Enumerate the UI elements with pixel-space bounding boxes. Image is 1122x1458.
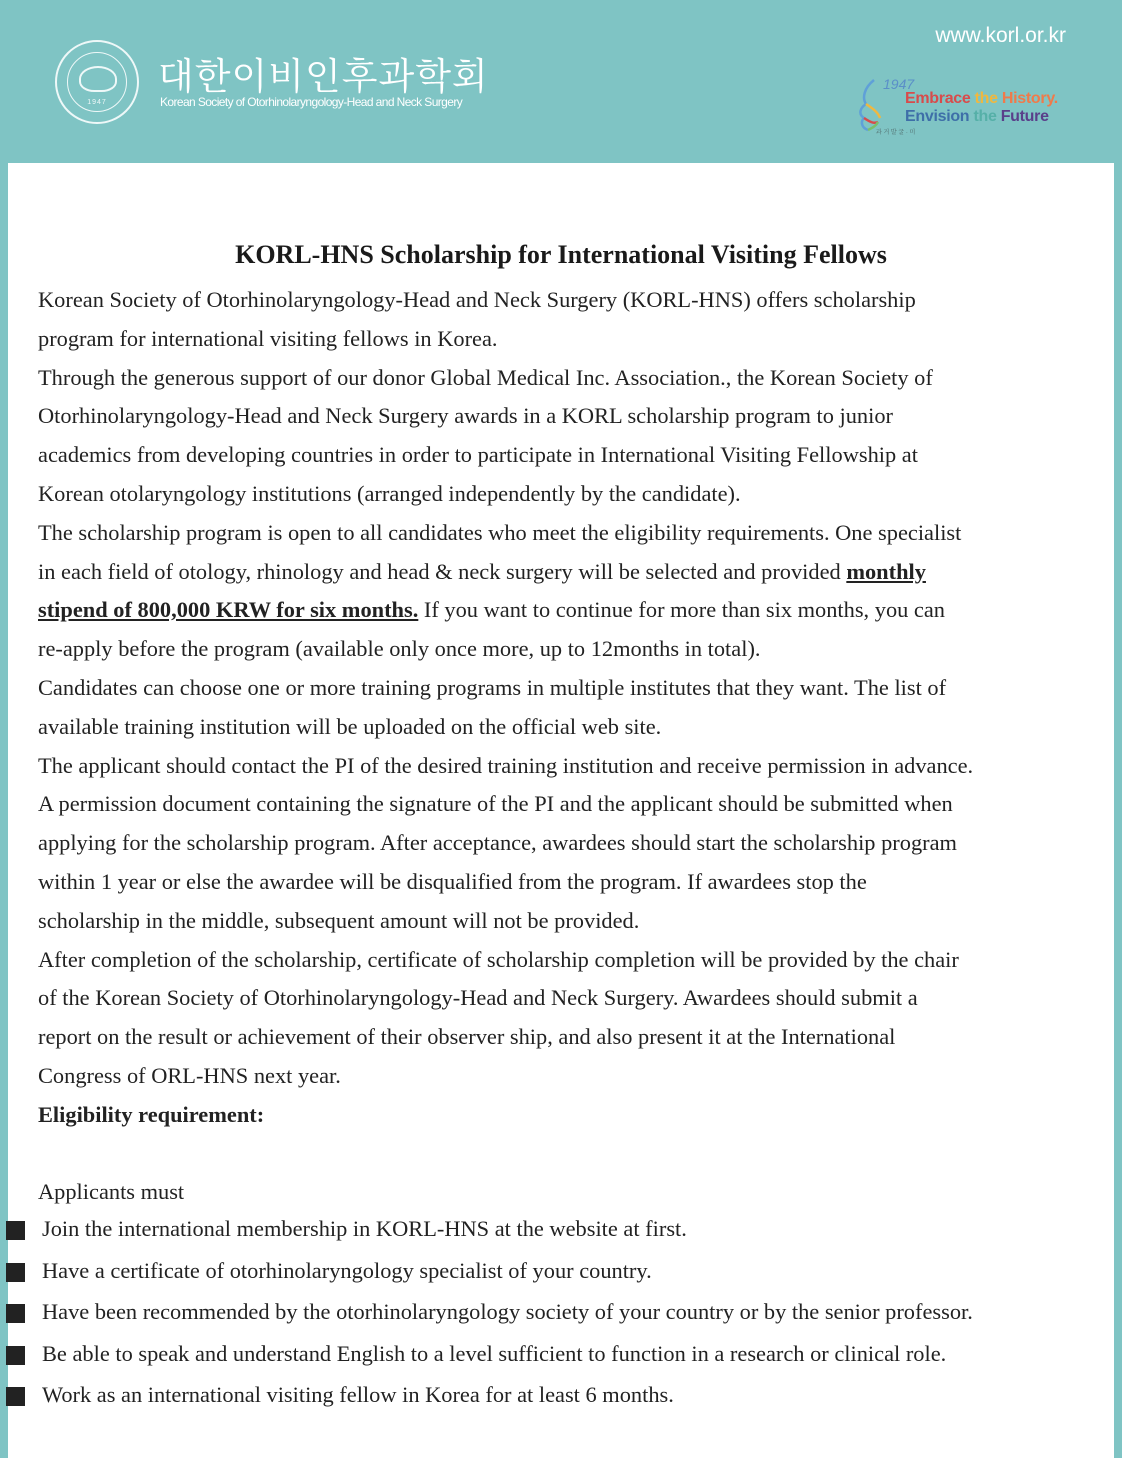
ear-shell-icon xyxy=(79,66,117,92)
body-line: Korean otolaryngology institutions (arranged independently by the candidate). xyxy=(38,480,741,506)
slogan-word: Future xyxy=(1000,108,1049,125)
spacer xyxy=(38,1135,1098,1174)
body-line: applying for the scholarship program. After acceptance, awardees should start the scholarship program xyxy=(38,830,957,856)
body-line: After completion of the scholarship, certificate of scholarship completion will be provided by the chair xyxy=(38,946,959,972)
requirement-item xyxy=(0,1212,1110,1254)
slogan-word: Embrace xyxy=(905,90,975,107)
website-link[interactable]: www.korl.or.kr xyxy=(935,24,1066,47)
body-line: available training institution will be uploaded on the official web site. xyxy=(38,713,662,739)
org-name-english: Korean Society of Otorhinolaryngology-Head and Neck Surgery xyxy=(160,95,463,109)
square-bullet-icon xyxy=(6,1346,25,1365)
body-line xyxy=(38,553,1098,592)
body-line: academics from developing countries in order to participate in International Visiting Fellowship at xyxy=(38,442,918,468)
body-line: scholarship in the middle, subsequent amount will not be provided. xyxy=(38,907,640,933)
seal-year: 1947 xyxy=(87,99,107,106)
body-line: The scholarship program is open to all candidates who meet the eligibility requirements. One specialist xyxy=(38,519,962,545)
document-title: KORL-HNS Scholarship for International Visiting Fellows xyxy=(235,240,887,269)
square-bullet-icon xyxy=(6,1387,25,1406)
society-seal-logo xyxy=(55,40,139,124)
body-line: The applicant should contact the PI of the desired training institution and receive permission in advance. xyxy=(38,752,974,778)
square-bullet-icon xyxy=(6,1221,25,1240)
document-body xyxy=(38,281,1098,1212)
requirement-text: Work as an international visiting fellow in Korea for at least 6 months. xyxy=(42,1382,674,1408)
body-text-run: in each field of otology, rhinology and head & neck surgery will be selected and provided xyxy=(38,558,847,584)
slogan-year: 1947 xyxy=(883,76,915,92)
requirement-item xyxy=(0,1254,1110,1296)
slogan-word: the xyxy=(974,90,1002,107)
stipend-emphasis: stipend of 800,000 KRW for six months. xyxy=(38,597,419,623)
requirement-text: Join the international membership in KORL-HNS at the website at first. xyxy=(42,1216,687,1241)
body-line xyxy=(38,591,1098,630)
slogan-word: the xyxy=(973,108,1001,125)
slogan-line-2 xyxy=(905,108,1049,126)
body-line: Through the generous support of our donor Global Medical Inc. Association., the Korean Society of xyxy=(38,364,933,390)
applicants-intro: Applicants must xyxy=(38,1179,185,1205)
requirement-item xyxy=(0,1295,1110,1337)
rainbow-profile-icon xyxy=(856,78,882,132)
requirement-text: Be able to speak and understand English to a level sufficient to function in a research or clinical role. xyxy=(42,1340,947,1366)
body-text-run: If you want to continue for more than six months, you can xyxy=(418,597,946,623)
org-name-korean: 대한이비인후과학회 xyxy=(158,55,489,98)
slogan-word: History. xyxy=(1001,90,1058,107)
body-line: within 1 year or else the awardee will be disqualified from the program. If awardees stop the xyxy=(38,868,867,894)
slogan-word: Envision xyxy=(905,108,974,125)
square-bullet-icon xyxy=(6,1263,25,1282)
eligibility-heading: Eligibility requirement: xyxy=(38,1101,265,1127)
requirements-list xyxy=(0,1212,1110,1420)
body-line: of the Korean Society of Otorhinolaryngology-Head and Neck Surgery. Awardees should submit a xyxy=(38,985,918,1011)
requirement-item xyxy=(0,1378,1110,1420)
body-line: report on the result or achievement of their observer ship, and also present it at the International xyxy=(38,1024,896,1050)
body-line: Congress of ORL-HNS next year. xyxy=(38,1062,341,1088)
body-line: Korean Society of Otorhinolaryngology-Head and Neck Surgery (KORL-HNS) offers scholarship xyxy=(38,287,916,312)
slogan-line-1 xyxy=(905,90,1058,108)
header-banner xyxy=(0,0,1122,163)
body-line: program for international visiting fellows in Korea. xyxy=(38,325,498,351)
body-line: A permission document containing the signature of the PI and the applicant should be submitted when xyxy=(38,791,953,817)
slogan-subtitle: 과 거 발 굴 · 미 xyxy=(876,130,916,136)
square-bullet-icon xyxy=(6,1304,25,1323)
body-line: Otorhinolaryngology-Head and Neck Surgery awards in a KORL scholarship program to junior xyxy=(38,403,893,429)
requirement-text: Have been recommended by the otorhinolaryngology society of your country or by the senior professor. xyxy=(42,1299,973,1325)
body-line: Candidates can choose one or more training programs in multiple institutes that they want. The list of xyxy=(38,674,947,700)
requirement-item xyxy=(0,1337,1110,1379)
requirement-text: Have a certificate of otorhinolaryngology specialist of your country. xyxy=(42,1257,652,1283)
stipend-emphasis: monthly xyxy=(846,558,926,584)
body-line: re-apply before the program (available only once more, up to 12months in total). xyxy=(38,636,761,662)
